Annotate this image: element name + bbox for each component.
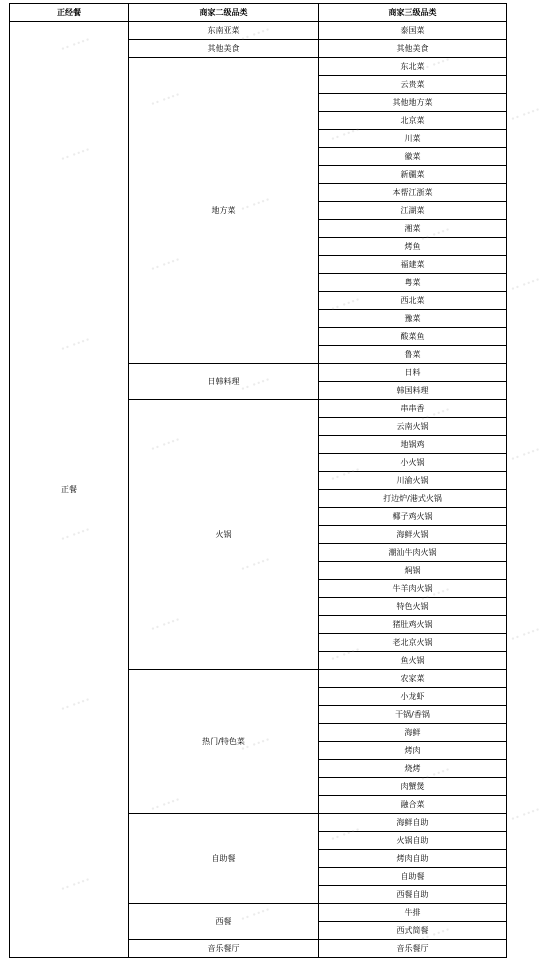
level3-cell: 鱼火锅 xyxy=(319,652,507,670)
watermark-mark: •• •••• xyxy=(59,144,92,165)
header-level2: 商家二级品类 xyxy=(129,4,319,22)
level3-cell: 湘菜 xyxy=(319,220,507,238)
watermark-mark: •• •••• xyxy=(419,54,452,75)
level3-cell: 韩国料理 xyxy=(319,382,507,400)
level3-cell: 焖锅 xyxy=(319,562,507,580)
level3-cell: 老北京火锅 xyxy=(319,634,507,652)
level2-cell: 热门/特色菜 xyxy=(129,670,319,814)
level3-cell: 海鲜 xyxy=(319,724,507,742)
watermark-mark: •• •••• xyxy=(509,274,542,295)
level3-cell: 椰子鸡火锅 xyxy=(319,508,507,526)
header-level3: 商家三级品类 xyxy=(319,4,507,22)
level3-cell: 西餐自助 xyxy=(319,886,507,904)
level3-cell: 牛羊肉火锅 xyxy=(319,580,507,598)
watermark-mark: •• •••• xyxy=(239,904,272,925)
level2-cell: 西餐 xyxy=(129,904,319,940)
watermark-mark: •• •••• xyxy=(329,824,362,845)
level3-cell: 自助餐 xyxy=(319,868,507,886)
level3-cell: 肉蟹煲 xyxy=(319,778,507,796)
watermark-mark: •• •••• xyxy=(149,434,182,455)
watermark-mark: •• •••• xyxy=(419,764,452,785)
header-row xyxy=(10,4,507,22)
level3-cell: 本帮江浙菜 xyxy=(319,184,507,202)
watermark-mark: •• •••• xyxy=(239,734,272,755)
watermark-mark: •• •••• xyxy=(329,464,362,485)
watermark-mark: •• •••• xyxy=(239,194,272,215)
table-row xyxy=(10,22,507,40)
level3-cell: 新疆菜 xyxy=(319,166,507,184)
level2-cell: 其他美食 xyxy=(129,40,319,58)
watermark-mark: •• •••• xyxy=(509,804,542,825)
watermark-mark: •• •••• xyxy=(329,124,362,145)
level3-cell: 串串香 xyxy=(319,400,507,418)
level3-cell: 潮汕牛肉火锅 xyxy=(319,544,507,562)
header-level1: 正经餐 xyxy=(10,4,129,22)
level3-cell: 牛排 xyxy=(319,904,507,922)
level3-cell: 音乐餐厅 xyxy=(319,940,507,958)
level3-cell: 粤菜 xyxy=(319,274,507,292)
level3-cell: 豫菜 xyxy=(319,310,507,328)
level1-cell: 正餐 xyxy=(10,22,129,958)
level3-cell: 干锅/香锅 xyxy=(319,706,507,724)
watermark-mark: •• •••• xyxy=(419,584,452,605)
level3-cell: 小火锅 xyxy=(319,454,507,472)
level3-cell: 火锅自助 xyxy=(319,832,507,850)
watermark-mark: •• •••• xyxy=(149,794,182,815)
level3-cell: 川菜 xyxy=(319,130,507,148)
level2-cell: 自助餐 xyxy=(129,814,319,904)
level3-cell: 日料 xyxy=(319,364,507,382)
level3-cell: 鲁菜 xyxy=(319,346,507,364)
level3-cell: 泰国菜 xyxy=(319,22,507,40)
level3-cell: 酸菜鱼 xyxy=(319,328,507,346)
level3-cell: 烤肉 xyxy=(319,742,507,760)
watermark-mark: •• •••• xyxy=(59,874,92,895)
level3-cell: 海鲜自助 xyxy=(319,814,507,832)
level2-cell: 日韩料理 xyxy=(129,364,319,400)
watermark-mark: •• •••• xyxy=(509,104,542,125)
watermark-mark: •• •••• xyxy=(59,524,92,545)
level3-cell: 海鲜火锅 xyxy=(319,526,507,544)
watermark-mark: •• •••• xyxy=(419,224,452,245)
level3-cell: 江湖菜 xyxy=(319,202,507,220)
watermark-mark: •• •••• xyxy=(149,89,182,110)
level3-cell: 猪肚鸡火锅 xyxy=(319,616,507,634)
level3-cell: 西式简餐 xyxy=(319,922,507,940)
level3-cell: 融合菜 xyxy=(319,796,507,814)
level3-cell: 其他美食 xyxy=(319,40,507,58)
category-table xyxy=(9,3,507,958)
level3-cell: 烧烤 xyxy=(319,760,507,778)
watermark-mark: •• •••• xyxy=(239,374,272,395)
level2-cell: 东南亚菜 xyxy=(129,22,319,40)
table-body xyxy=(10,22,507,958)
level3-cell: 小龙虾 xyxy=(319,688,507,706)
level3-cell: 烤鱼 xyxy=(319,238,507,256)
watermark-mark: •• •••• xyxy=(59,694,92,715)
watermark-mark: •• •••• xyxy=(419,404,452,425)
level3-cell: 烤肉自助 xyxy=(319,850,507,868)
level2-cell: 火锅 xyxy=(129,400,319,670)
level3-cell: 云贵菜 xyxy=(319,76,507,94)
watermark-mark: •• •••• xyxy=(59,34,92,55)
level3-cell: 东北菜 xyxy=(319,58,507,76)
level3-cell: 徽菜 xyxy=(319,148,507,166)
watermark-mark: •• •••• xyxy=(149,254,182,275)
level3-cell: 西北菜 xyxy=(319,292,507,310)
watermark-mark: •• •••• xyxy=(149,614,182,635)
watermark-mark: •• •••• xyxy=(239,24,272,45)
watermark-mark: •• •••• xyxy=(329,294,362,315)
watermark-mark: •• •••• xyxy=(419,924,452,945)
level3-cell: 云南火锅 xyxy=(319,418,507,436)
level3-cell: 打边炉/港式火锅 xyxy=(319,490,507,508)
level3-cell: 北京菜 xyxy=(319,112,507,130)
level2-cell: 音乐餐厅 xyxy=(129,940,319,958)
watermark-mark: •• •••• xyxy=(239,554,272,575)
watermark-mark: •• •••• xyxy=(329,644,362,665)
level3-cell: 特色火锅 xyxy=(319,598,507,616)
level3-cell: 其他地方菜 xyxy=(319,94,507,112)
watermark-mark: •• •••• xyxy=(59,334,92,355)
watermark-mark: •• •••• xyxy=(509,444,542,465)
watermark-mark: •• •••• xyxy=(509,624,542,645)
level3-cell: 地锅鸡 xyxy=(319,436,507,454)
level3-cell: 川渝火锅 xyxy=(319,472,507,490)
level2-cell: 地方菜 xyxy=(129,58,319,364)
level3-cell: 农家菜 xyxy=(319,670,507,688)
level3-cell: 福建菜 xyxy=(319,256,507,274)
